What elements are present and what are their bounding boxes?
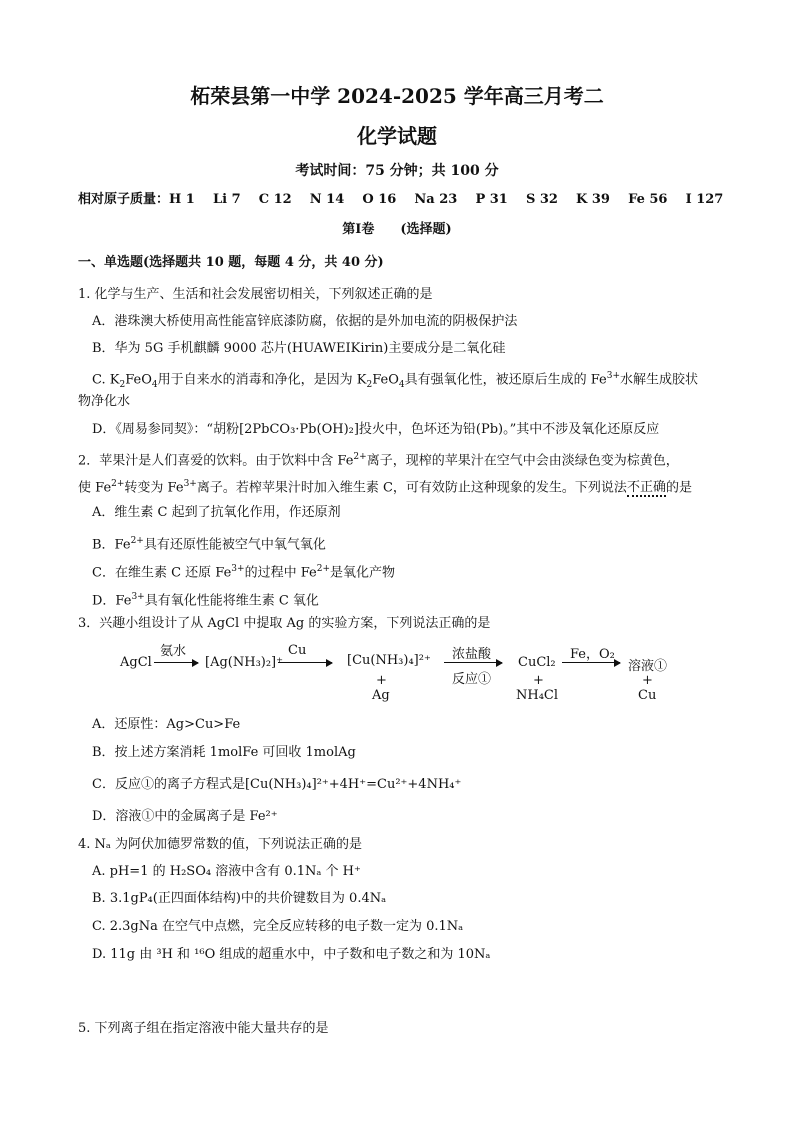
scheme-cu: Cu: [638, 688, 657, 703]
scheme-arrow-1: [154, 662, 198, 663]
q1-option-d: D．《周易参同契》：“胡粉[2PbCO₃·Pb(OH)₂]投火中，色坏还为铅(Pb)。”其中不涉及氧化还原反应: [92, 422, 660, 437]
scheme-reagent-fe-o2: Fe，O₂: [570, 647, 615, 662]
subject-title: 化学试题: [357, 124, 437, 148]
scheme-plus-3: +: [642, 673, 653, 688]
q4-option-a: A. pH=1 的 H₂SO₄ 溶液中含有 0.1Nₐ 个 H⁺: [92, 864, 361, 879]
scheme-reagent-ammonia: 氨水: [160, 644, 187, 659]
scheme-agcl: AgCl: [120, 655, 152, 670]
q4-option-b: B. 3.1gP₄(正四面体结构)中的共价键数目为 0.4Nₐ: [92, 891, 387, 906]
q2-stem-line1: 2．苹果汁是人们喜爱的饮料。由于饮料中含 $Fe^{2+}$离子，现榨的苹果汁在空气中会由淡绿色变为棕黄色，: [78, 452, 679, 469]
scheme-reagent-hcl: 浓盐酸: [452, 647, 492, 662]
exam-info: 考试时间：75 分钟；共 100 分: [295, 163, 499, 179]
q2-option-a: A．维生素 C 起到了抗氧化作用，作还原剂: [92, 505, 341, 520]
exam-title: 柘荣县第一中学 2024-2025 学年高三月考二: [190, 84, 604, 108]
q2-option-c: C．在维生素 C 还原 $Fe^{3+}$的过程中 $Fe^{2+}$是氧化产物: [92, 564, 396, 581]
q2-option-d: D．$Fe^{3+}$具有氧化性能将维生素 C 氧化: [92, 592, 319, 609]
q2-stem-line2: 使 $Fe^{2+}$转变为 $Fe^{3+}$离子。若榨苹果汁时加入维生素 C，可有效防止这种现象的发生。下列说法不正确的是: [78, 479, 692, 496]
scheme-reaction-1: 反应①: [452, 672, 492, 687]
q3-option-a: A．还原性：Ag>Cu>Fe: [92, 717, 241, 732]
scheme-arrow-3: [444, 662, 502, 663]
q1-option-a: A．港珠澳大桥使用高性能富锌底漆防腐，依据的是外加电流的阴极保护法: [92, 314, 518, 329]
q3-option-c: C．反应①的离子方程式是[Cu(NH₃)₄]²⁺+4H⁺=Cu²⁺+4NH₄⁺: [92, 777, 462, 792]
scheme-arrow-2: [278, 662, 332, 663]
scheme-nh4cl: NH₄Cl: [516, 688, 559, 703]
scheme-reagent-cu: Cu: [288, 643, 307, 658]
emphasis-not-correct: 不正确: [626, 480, 666, 496]
scheme-arrow-4: [562, 662, 620, 663]
q1-option-b: B．华为 5G 手机麒麟 9000 芯片(HUAWEIKirin)主要成分是二氧化硅: [92, 341, 506, 356]
q1-option-c-cont: 物净化水: [78, 394, 131, 409]
scheme-solution-1: 溶液①: [628, 659, 668, 674]
scheme-complex-cu: [Cu(NH₃)₄]²⁺: [347, 653, 431, 668]
q3-option-d: D．溶液①中的金属离子是 Fe²⁺: [92, 809, 278, 824]
q1-option-c: C. $K_2FeO_4$用于自来水的消毒和净化，是因为 $K_2FeO_4$具有强氧化性，被还原后生成的 $Fe^{3+}$水解生成胶状: [92, 371, 699, 390]
scheme-plus-2: +: [533, 673, 544, 688]
q5-stem: 5. 下列离子组在指定溶液中能大量共存的是: [78, 1021, 329, 1036]
q4-option-d: D. 11g 由 ³H 和 ¹⁶O 组成的超重水中，中子数和电子数之和为 10Nₐ: [92, 947, 491, 962]
q3-stem: 3．兴趣小组设计了从 AgCl 中提取 Ag 的实验方案，下列说法正确的是: [78, 616, 491, 631]
q2-option-b: B．$Fe^{2+}$具有还原性能被空气中氧气氧化: [92, 536, 326, 553]
q4-option-c: C. 2.3gNa 在空气中点燃，完全反应转移的电子数一定为 0.1Nₐ: [92, 919, 464, 934]
section-heading: 一、单选题(选择题共 10 题，每题 4 分，共 40 分): [78, 255, 384, 270]
q1-stem: 1. 化学与生产、生活和社会发展密切相关，下列叙述正确的是: [78, 287, 433, 302]
atomic-mass: 相对原子质量：H 1 Li 7 C 12 N 14 O 16 Na 23 P 31 S 32 K 39 Fe 56 I 127: [78, 192, 724, 207]
volume-heading: 第Ⅰ卷 (选择题): [342, 222, 452, 237]
scheme-cucl2: CuCl₂: [518, 655, 556, 670]
scheme-plus-1: +: [376, 673, 387, 688]
q4-stem: 4. Nₐ 为阿伏加德罗常数的值，下列说法正确的是: [78, 837, 363, 852]
scheme-ag: Ag: [372, 688, 390, 703]
q3-option-b: B．按上述方案消耗 1molFe 可回收 1molAg: [92, 745, 356, 760]
scheme-complex-ag: [Ag(NH₃)₂]⁺: [205, 655, 283, 670]
